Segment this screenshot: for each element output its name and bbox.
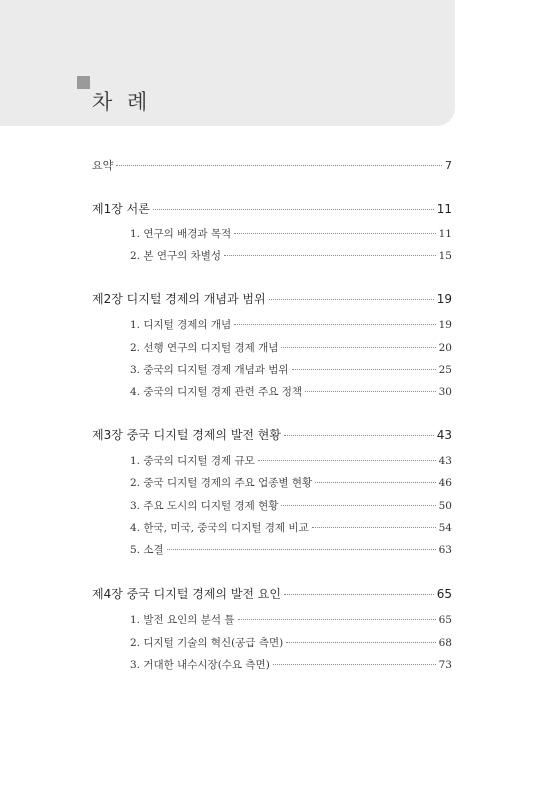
dot-leader xyxy=(286,642,435,643)
toc-section-2-4[interactable] xyxy=(130,384,452,399)
toc-page-number: 11 xyxy=(438,228,452,240)
section-title: 1. 디지털 경제의 개념 xyxy=(130,319,232,331)
chapter-title: 제2장 디지털 경제의 개념과 범위 xyxy=(92,292,266,306)
dot-leader xyxy=(153,209,434,210)
dot-leader xyxy=(292,369,436,370)
toc-section-4-3[interactable] xyxy=(130,657,452,672)
toc-section-2-3[interactable] xyxy=(130,362,452,377)
page-title: 차 례 xyxy=(92,90,152,114)
section-title: 2. 선행 연구의 디지털 경제 개념 xyxy=(130,342,279,354)
section-title: 1. 중국의 디지털 경제 규모 xyxy=(130,455,255,467)
dot-leader xyxy=(315,482,435,483)
toc-page-number: 19 xyxy=(438,319,452,331)
toc-summary-entry[interactable] xyxy=(92,157,452,173)
dot-leader xyxy=(238,619,436,620)
toc-section-4-1[interactable] xyxy=(130,612,452,627)
toc-page-number: 43 xyxy=(436,428,452,442)
toc-page-number: 43 xyxy=(438,455,452,467)
title-marker-square xyxy=(77,76,90,89)
toc-chapter-1[interactable] xyxy=(92,200,452,217)
section-title: 2. 중국 디지털 경제의 주요 업종별 현황 xyxy=(130,477,313,489)
section-title: 3. 거대한 내수시장(수요 측면) xyxy=(130,659,270,671)
dot-leader xyxy=(167,549,436,550)
section-title: 3. 중국의 디지털 경제 개념과 범위 xyxy=(130,364,289,376)
chapter-title: 제1장 서론 xyxy=(92,202,150,216)
section-title: 2. 본 연구의 차별성 xyxy=(130,250,222,262)
section-title: 3. 주요 도시의 디지털 경제 현황 xyxy=(130,500,279,512)
toc-section-1-1[interactable] xyxy=(130,226,452,241)
dot-leader xyxy=(312,527,436,528)
toc-section-1-2[interactable] xyxy=(130,248,452,263)
dot-leader xyxy=(116,165,442,166)
dot-leader xyxy=(234,233,435,234)
section-title: 1. 연구의 배경과 목적 xyxy=(130,228,232,240)
dot-leader xyxy=(281,505,435,506)
dot-leader xyxy=(284,435,434,436)
toc-chapter-2[interactable] xyxy=(92,290,452,307)
toc-page-number: 54 xyxy=(438,522,452,534)
section-title: 5. 소결 xyxy=(130,544,164,556)
toc-page-number: 68 xyxy=(438,637,452,649)
toc-chapter-4[interactable] xyxy=(92,585,452,602)
section-title: 2. 디지털 기술의 혁신(공급 측면) xyxy=(130,637,284,649)
dot-leader xyxy=(305,391,436,392)
toc-page-number: 7 xyxy=(445,159,452,172)
toc-page-number: 65 xyxy=(436,587,452,601)
toc-section-3-1[interactable] xyxy=(130,453,452,468)
toc-section-2-1[interactable] xyxy=(130,317,452,332)
toc-page-number: 19 xyxy=(436,292,452,306)
chapter-title: 제3장 중국 디지털 경제의 발전 현황 xyxy=(92,428,281,442)
toc-page-number: 46 xyxy=(438,477,452,489)
dot-leader xyxy=(269,299,434,300)
section-title: 4. 한국, 미국, 중국의 디지털 경제 비교 xyxy=(130,522,309,534)
toc-page-number: 20 xyxy=(438,342,452,354)
toc-section-4-2[interactable] xyxy=(130,635,452,650)
toc-page-number: 73 xyxy=(438,659,452,671)
toc-chapter-3[interactable] xyxy=(92,426,452,443)
dot-leader xyxy=(234,324,435,325)
toc-page-number: 63 xyxy=(438,544,452,556)
header-band xyxy=(0,0,455,126)
toc-section-3-5[interactable] xyxy=(130,542,452,557)
section-title: 4. 중국의 디지털 경제 관련 주요 정책 xyxy=(130,386,303,398)
toc-entry-label: 요약 xyxy=(92,159,114,172)
dot-leader xyxy=(224,255,436,256)
dot-leader xyxy=(258,460,436,461)
toc-section-3-4[interactable] xyxy=(130,520,452,535)
toc-page-number: 50 xyxy=(438,500,452,512)
toc-page-number: 30 xyxy=(438,386,452,398)
chapter-title: 제4장 중국 디지털 경제의 발전 요인 xyxy=(92,587,281,601)
toc-page-number: 15 xyxy=(438,250,452,262)
dot-leader xyxy=(284,594,434,595)
toc-section-3-3[interactable] xyxy=(130,498,452,513)
dot-leader xyxy=(281,347,435,348)
toc-page-number: 25 xyxy=(438,364,452,376)
dot-leader xyxy=(273,664,436,665)
toc-page-number: 65 xyxy=(438,614,452,626)
toc-page-number: 11 xyxy=(436,202,452,216)
toc-section-2-2[interactable] xyxy=(130,340,452,355)
section-title: 1. 발전 요인의 분석 틀 xyxy=(130,614,235,626)
toc-section-3-2[interactable] xyxy=(130,475,452,490)
